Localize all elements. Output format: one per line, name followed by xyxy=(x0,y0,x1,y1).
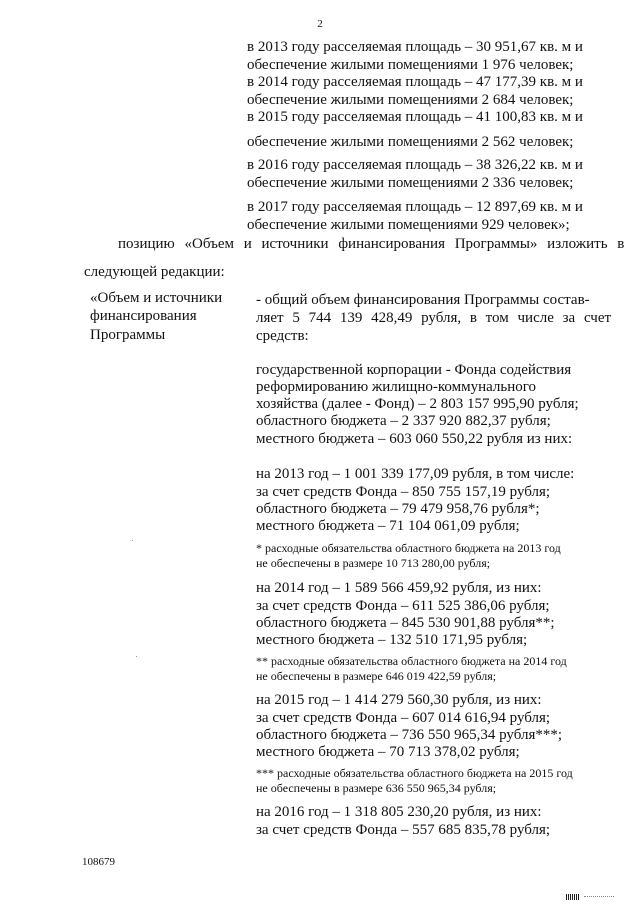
year-2014-line: местного бюджета – 132 510 171,95 рубля; xyxy=(256,632,528,648)
total-line: - общий объем финансирования Программы состав- xyxy=(256,292,590,308)
position-paragraph-line-1 xyxy=(118,235,625,253)
scan-artifact xyxy=(136,656,137,657)
year-2013-line: за счет средств Фонда – 850 755 157,19 рубля; xyxy=(256,484,551,500)
year-2015-line: за счет средств Фонда – 607 014 616,94 рубля; xyxy=(256,710,551,726)
intro-line: в 2015 году расселяемая площадь – 41 100,83 кв. м и xyxy=(247,109,583,125)
year-2013-line: на 2013 год – 1 001 339 177,09 рубля, в том числе: xyxy=(256,466,575,482)
sources-line: государственной корпорации - Фонда содействия xyxy=(256,362,572,378)
note-2015-line: не обеспечены в размере 636 550 965,34 рубля; xyxy=(256,781,497,795)
total-line: средств: xyxy=(256,328,309,344)
year-2016-line: на 2016 год – 1 318 805 230,20 рубля, из них: xyxy=(256,804,542,820)
year-2013-line: местного бюджета – 71 104 061,09 рубля; xyxy=(256,518,520,534)
intro-line: обеспечение жилыми помещениями 2 562 человек; xyxy=(247,134,574,150)
position-paragraph-text: позицию «Объем и источники финансирования Программы» изложить в xyxy=(118,236,625,252)
sources-line: областного бюджета – 2 337 920 882,37 рубля; xyxy=(256,413,551,429)
intro-line: в 2014 году расселяемая площадь – 47 177,39 кв. м и xyxy=(247,74,583,90)
scan-artifact xyxy=(132,540,133,541)
total-line: ляет 5 744 139 428,49 рубля, в том числе за счет xyxy=(256,310,612,326)
intro-line: в 2013 году расселяемая площадь – 30 951,67 кв. м и xyxy=(247,39,583,55)
intro-line: обеспечение жилыми помещениями 1 976 человек; xyxy=(247,57,574,73)
left-label-line: финансирования xyxy=(90,308,197,324)
note-2013-line: не обеспечены в размере 10 713 280,00 рубля; xyxy=(256,556,491,570)
intro-line: обеспечение жилыми помещениями 2 336 человек; xyxy=(247,175,574,191)
note-2014-line: ** расходные обязательства областного бюджета на 2014 год xyxy=(256,654,567,668)
sources-line: местного бюджета – 603 060 550,22 рубля из них: xyxy=(256,431,573,447)
year-2014-line: на 2014 год – 1 589 566 459,92 рубля, из них: xyxy=(256,580,542,596)
intro-line: в 2017 году расселяемая площадь – 12 897,69 кв. м и xyxy=(247,199,583,215)
scan-artifact xyxy=(584,896,614,899)
intro-line: в 2016 году расселяемая площадь – 38 326,22 кв. м и xyxy=(247,157,583,173)
barcode-mark xyxy=(566,894,580,900)
year-2013-line: областного бюджета – 79 479 958,76 рубля*; xyxy=(256,501,540,517)
position-paragraph-line-2: следующей редакции: xyxy=(84,264,225,280)
year-2014-line: областного бюджета – 845 530 901,88 рубля**; xyxy=(256,615,555,631)
note-2015-line: *** расходные обязательства областного бюджета на 2015 год xyxy=(256,766,573,780)
left-label-line: «Объем и источники xyxy=(90,290,223,306)
year-2015-line: областного бюджета – 736 550 965,34 рубля***; xyxy=(256,727,563,743)
left-label-line: Программы xyxy=(90,327,166,343)
sources-line: хозяйства (далее - Фонд) – 2 803 157 995,90 рубля; xyxy=(256,396,579,412)
note-2013-line: * расходные обязательства областного бюджета на 2013 год xyxy=(256,541,561,555)
intro-line: обеспечение жилыми помещениями 929 человек»; xyxy=(247,217,570,233)
year-2014-line: за счет средств Фонда – 611 525 386,06 рубля; xyxy=(256,598,550,614)
page-number: 2 xyxy=(317,18,323,30)
year-2016-line: за счет средств Фонда – 557 685 835,78 рубля; xyxy=(256,822,551,838)
year-2015-line: местного бюджета – 70 713 378,02 рубля; xyxy=(256,744,520,760)
intro-line: обеспечение жилыми помещениями 2 684 человек; xyxy=(247,92,574,108)
note-2014-line: не обеспечены в размере 646 019 422,59 рубля; xyxy=(256,669,497,683)
sources-line: реформированию жилищно-коммунального xyxy=(256,379,537,395)
year-2015-line: на 2015 год – 1 414 279 560,30 рубля, из них: xyxy=(256,692,542,708)
document-code: 108679 xyxy=(82,856,115,868)
